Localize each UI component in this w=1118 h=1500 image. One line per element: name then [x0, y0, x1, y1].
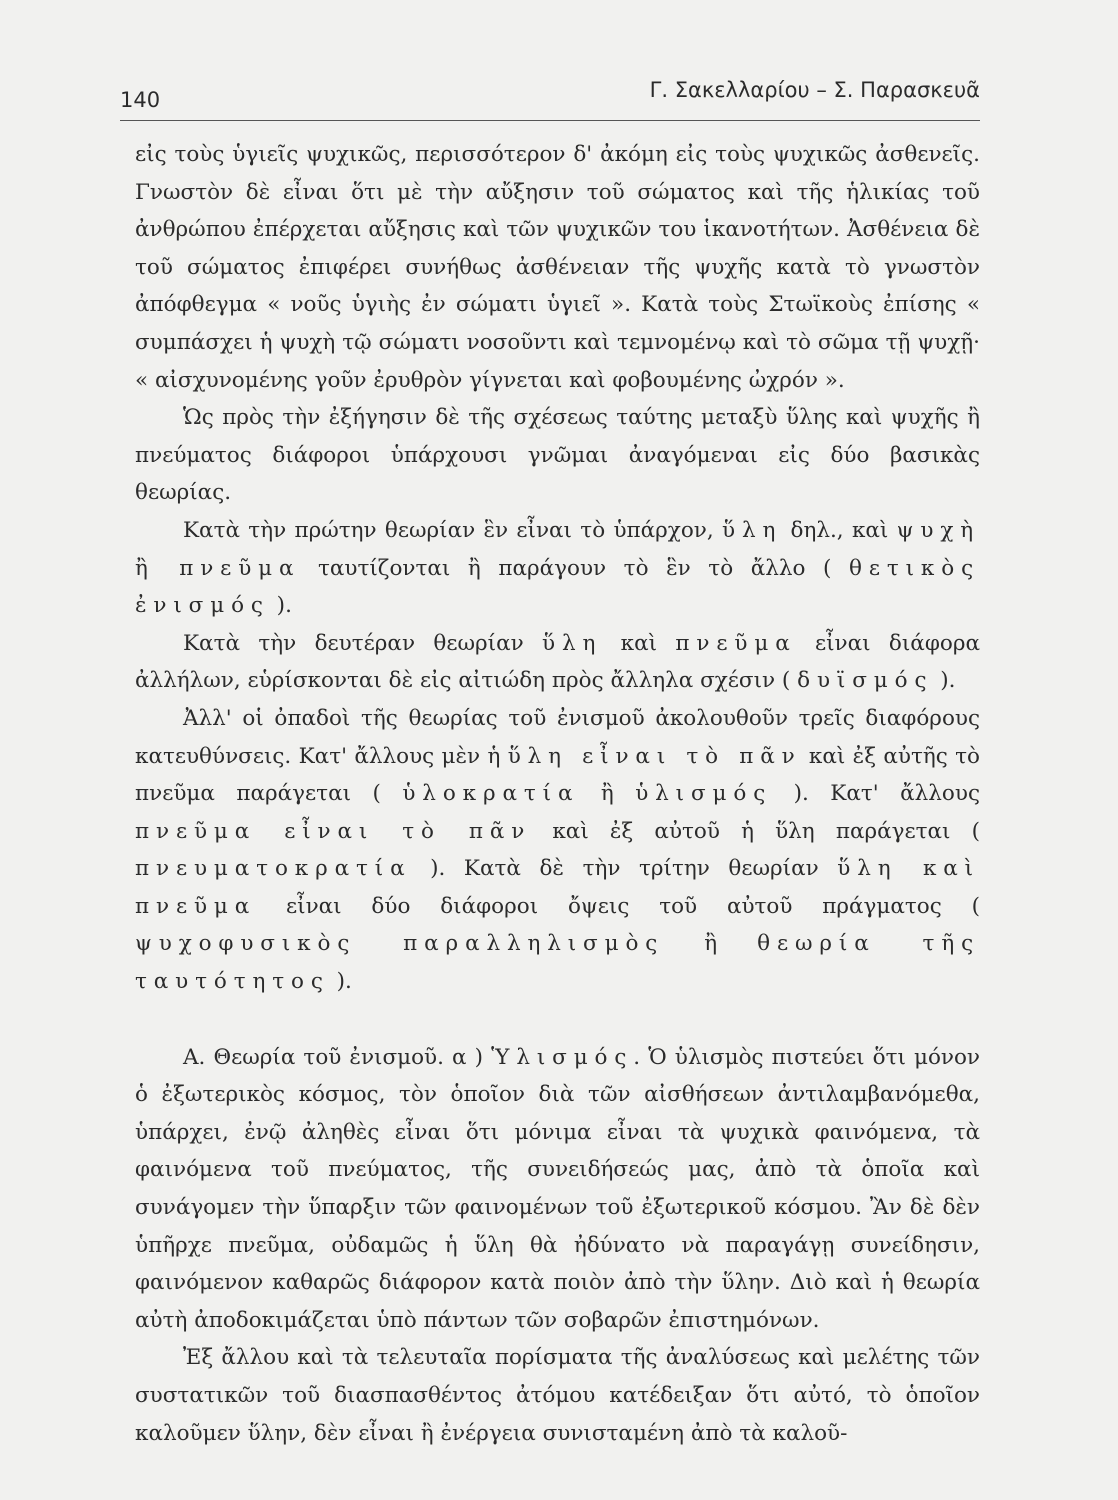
- section-spacer: [135, 1001, 980, 1039]
- spaced-term: πνεῦμα: [675, 630, 797, 656]
- spaced-term: ὕλη: [542, 630, 603, 656]
- paragraph: [135, 1339, 980, 1452]
- paragraph: [135, 399, 980, 512]
- spaced-term: ψυχὴ ἢ πνεῦμα: [135, 517, 981, 581]
- spaced-term: πνεῦμα εἶναι τὸ πᾶν: [135, 818, 532, 844]
- text-run: καὶ ἐξ αὐτῆς τὸ πνεῦμα παράγεται (: [135, 743, 980, 807]
- text-run: Ἀλλ' οἱ ὀπαδοὶ τῆς θεωρίας τοῦ ἐνισμοῦ ἀκολουθοῦν τρεῖς διαφόρους κατευθύνσεις. Κατ' ἄλλους μὲν ἡ: [135, 705, 980, 769]
- text-run: καὶ: [602, 630, 676, 656]
- text-run: ἢ: [664, 931, 758, 957]
- text-run: καὶ ἐξ αὐτοῦ ἡ ὕλη παράγεται (: [531, 818, 980, 844]
- text-run: ).: [269, 593, 292, 619]
- paragraph: [135, 625, 980, 700]
- running-head: Γ. Σακελλαρίου – Σ. Παρασκευᾶ: [649, 78, 980, 102]
- paragraph: [135, 512, 980, 625]
- paragraph: [135, 700, 980, 1001]
- spaced-term: ὕλη: [722, 517, 783, 543]
- text-run: εἶναι διάφορα ἀλλήλων, εὑρίσκονται δὲ εἰς αἰτιώδη πρὸς ἄλληλα σχέσιν (: [135, 630, 980, 694]
- spaced-term: πνευματοκρατία: [135, 856, 412, 882]
- spaced-term: ὑλοκρατία: [402, 781, 580, 807]
- text-run: Κατὰ τὴν δευτέραν θεωρίαν: [183, 630, 543, 656]
- text-run: . Ὁ ὑλισμὸς πιστεύει ὅτι μόνον ὁ ἐξωτερικὸς κόσμος, τὸν ὁποῖον διὰ τῶν αἰσθήσεων ἀντιλαμβανόμεθα, ὑπάρχει, ἐνῷ ἀληθὲς εἶναι ὅτι μόνιμα εἶναι τὰ ψυχικὰ φαινόμενα, τὰ φαινόμενα τοῦ πνεύματος, τῆς συνειδήσεώς μας, ἀπὸ τὰ ὁποῖα καὶ συνάγομεν τὴν ὕπαρξιν τῶν φαινομένων τοῦ ἐξωτερικοῦ κόσμου. Ἂν δὲ δὲν ὑπῆρχε πνεῦμα, οὐδαμῶς ἡ ὕλη θὰ ἠδύνατο νὰ παραγάγῃ συνείδησιν, φαινόμενον καθαρῶς διάφορον κατὰ ποιὸν ἀπὸ τὴν ὕλην. Διὸ καὶ ἡ θεωρία αὐτὴ ἀποδοκιμάζεται ὑπὸ πάντων τῶν σοβαρῶν ἐπιστημόνων.: [135, 1044, 981, 1333]
- paragraph: [135, 136, 980, 399]
- spaced-term: θεωρία τῆς ταυτότητος: [135, 931, 980, 995]
- spaced-term: θετικὸς ἐνισμός: [135, 555, 980, 619]
- text-run: ). Κατ' ἄλλους: [772, 781, 980, 807]
- text-run: εἶναι δύο διάφοροι ὄψεις τοῦ αὐτοῦ πράγματος (: [256, 893, 980, 919]
- spaced-term: ὕλη καὶ πνεῦμα: [135, 856, 980, 919]
- text-run: δηλ., καὶ: [782, 517, 897, 543]
- spaced-term: ψυχοφυσικὸς παραλληλισμὸς: [135, 931, 665, 957]
- text-run: Ὡς πρὸς τὴν ἐξήγησιν δὲ τῆς σχέσεως ταύτης μεταξὺ ὕλης καὶ ψυχῆς ἢ πνεύματος διάφοροι ὑπάρχουσι γνῶμαι ἀναγόμεναι εἰς δύο βασικὰς θεωρίας.: [135, 405, 980, 506]
- text-run: Ἐξ ἄλλου καὶ τὰ τελευταῖα πορίσματα τῆς ἀναλύσεως καὶ μελέτης τῶν συστατικῶν τοῦ διασπασθέντος ἀτόμου κατέδειξαν ὅτι αὐτό, τὸ ὁποῖον καλοῦμεν ὕλην, δὲν εἶναι ἢ ἐνέργεια συνισταμένη ἀπὸ τὰ καλοῦ-: [135, 1345, 980, 1446]
- page-header: [120, 78, 980, 121]
- body-text: [135, 136, 980, 1452]
- page-number: 140: [120, 88, 161, 112]
- text-run: ). Κατὰ δὲ τὴν τρίτην θεωρίαν: [411, 856, 838, 882]
- text-run: ἢ: [579, 781, 636, 807]
- spaced-term: Ὑλισμός: [491, 1044, 634, 1070]
- text-run: Κατὰ τὴν πρώτην θεωρίαν ἓν εἶναι τὸ ὑπάρχον,: [183, 517, 722, 543]
- text-run: εἰς τοὺς ὑγιεῖς ψυχικῶς, περισσότερον δ' ἀκόμη εἰς τοὺς ψυχικῶς ἀσθενεῖς. Γνωστὸν δὲ εἶναι ὅτι μὲ τὴν αὔξησιν τοῦ σώματος καὶ τῆς ἡλικίας τοῦ ἀνθρώπου ἐπέρχεται αὔξησις καὶ τῶν ψυχικῶν του ἱκανοτήτων. Ἀσθένεια δὲ τοῦ σώματος ἐπιφέρει συνήθως ἀσθένειαν τῆς ψυχῆς κατὰ τὸ γνωστὸν ἀπόφθεγμα « νοῦς ὑγιὴς ἐν σώματι ὑγιεῖ ». Κατὰ τοὺς Στωϊκοὺς ἐπίσης « συμπάσχει ἡ ψυχὴ τῷ σώματι νοσοῦντι καὶ τεμνομένῳ καὶ τὸ σῶμα τῇ ψυχῇ· « αἰσχυνομένης γοῦν ἐρυθρὸν γίγνεται καὶ φοβουμένης ὠχρόν ».: [135, 142, 980, 393]
- text-run: ταυτίζονται ἢ παράγουν τὸ ἓν τὸ ἄλλο (: [300, 555, 849, 581]
- text-run: ).: [329, 969, 352, 995]
- spaced-term: δυϊσμός: [797, 668, 934, 694]
- text-run: Α. Θεωρία τοῦ ἐνισμοῦ. α ): [183, 1044, 492, 1070]
- spaced-term: ὕλη εἶναι τὸ πᾶν: [507, 743, 802, 769]
- spaced-term: ὑλισμός: [635, 781, 773, 807]
- paragraph: [135, 1039, 980, 1340]
- text-run: ).: [933, 668, 956, 694]
